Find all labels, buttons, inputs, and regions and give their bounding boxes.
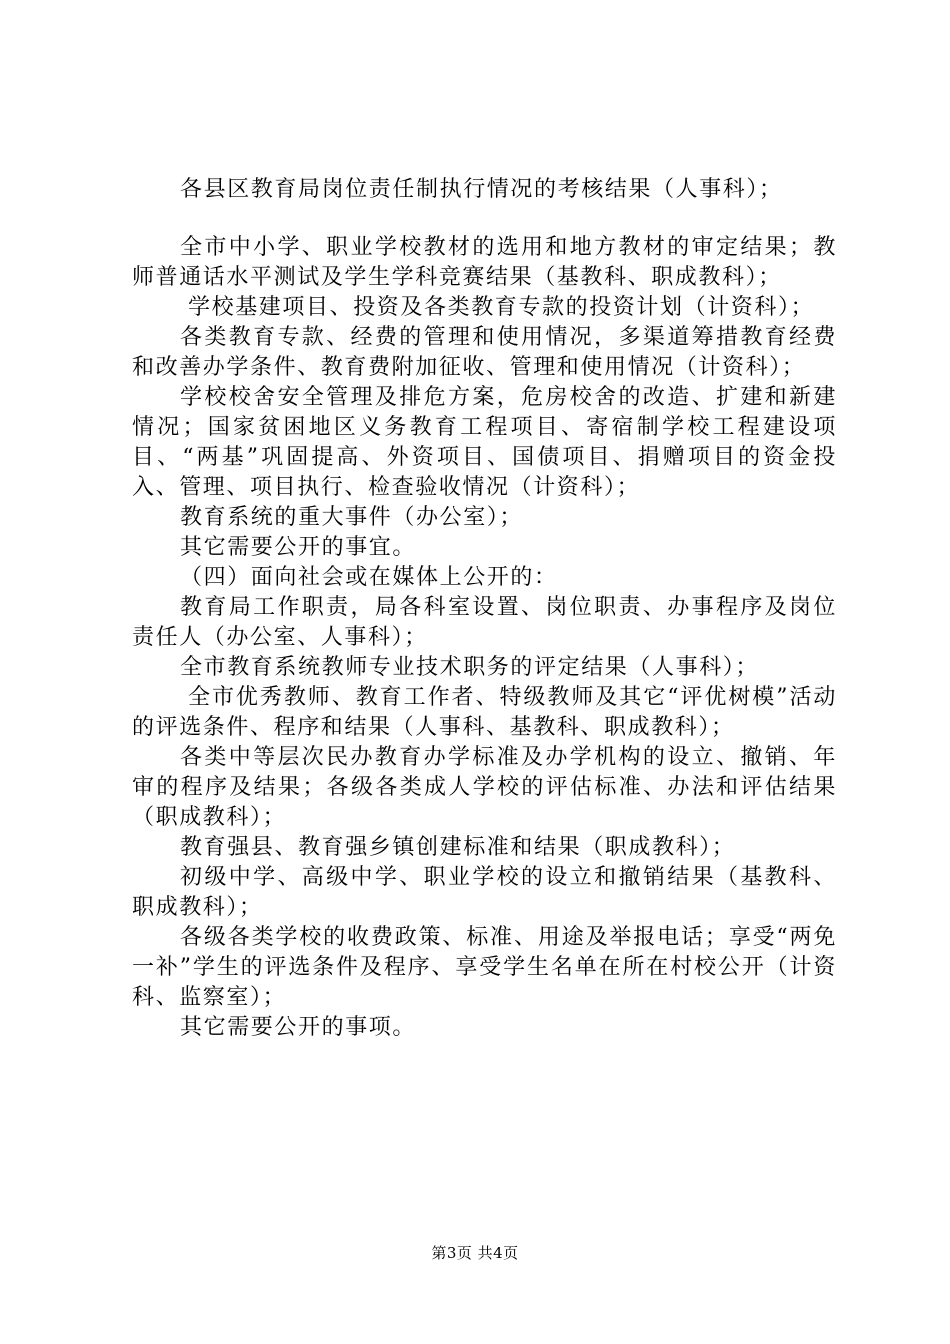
paragraph-school-safety: 学校校舍安全管理及排危方案，危房校舍的改造、扩建和新建情况；国家贫困地区义务教育工程项目、寄宿制学校工程建设项目、“两基”巩固提高、外资项目、国债项目、捐赠项目的资金投入、管理、项目执行、检查验收情况（计资科）； [132, 385, 837, 500]
paragraph-bureau-duties: 教育局工作职责，局各科室设置、岗位职责、办事程序及岗位责任人（办公室、人事科）； [132, 595, 837, 650]
paragraph-funding-usage: 各类教育专款、经费的管理和使用情况，多渠道筹措教育经费和改善办学条件、教育费附加征收、管理和使用情况（计资科）； [132, 325, 837, 380]
paragraph-fee-policy: 各级各类学校的收费政策、标准、用途及举报电话；享受“两免一补”学生的评选条件及程序、享受学生名单在所在村校公开（计资科、监察室）； [132, 925, 837, 1010]
page-number-footer: 第3页 共4页 [431, 1244, 519, 1262]
paragraph-private-education: 各类中等层次民办教育办学标准及办学机构的设立、撤销、年审的程序及结果；各级各类成人学校的评估标准、办法和评估结果（职成教科）； [132, 745, 837, 830]
document-body [132, 175, 837, 1043]
paragraph-major-events: 教育系统的重大事件（办公室）； [180, 505, 524, 530]
paragraph-assessment-results: 各县区教育局岗位责任制执行情况的考核结果（人事科）； [180, 177, 783, 202]
paragraph-teacher-titles: 全市教育系统教师专业技术职务的评定结果（人事科）； [180, 655, 760, 680]
section-heading-public-disclosure: （四）面向社会或在媒体上公开的： [180, 565, 558, 590]
paragraph-construction-plan: 学校基建项目、投资及各类教育专款的投资计划（计资科）； [188, 295, 815, 320]
paragraph-excellent-teachers: 全市优秀教师、教育工作者、特级教师及其它“评优树模”活动的评选条件、程序和结果（人事科、基教科、职成教科）； [132, 685, 837, 740]
paragraph-strong-county: 教育强县、教育强乡镇创建标准和结果（职成教科）； [180, 835, 736, 860]
paragraph-other-matters: 其它需要公开的事宜。 [180, 535, 417, 560]
paragraph-textbook-results: 全市中小学、职业学校教材的选用和地方教材的审定结果；教师普通话水平测试及学生学科竞赛结果（基教科、职成教科）； [132, 235, 837, 290]
paragraph-school-establishment: 初级中学、高级中学、职业学校的设立和撤销结果（基教科、职成教科）； [132, 865, 837, 920]
paragraph-other-items: 其它需要公开的事项。 [180, 1015, 417, 1040]
